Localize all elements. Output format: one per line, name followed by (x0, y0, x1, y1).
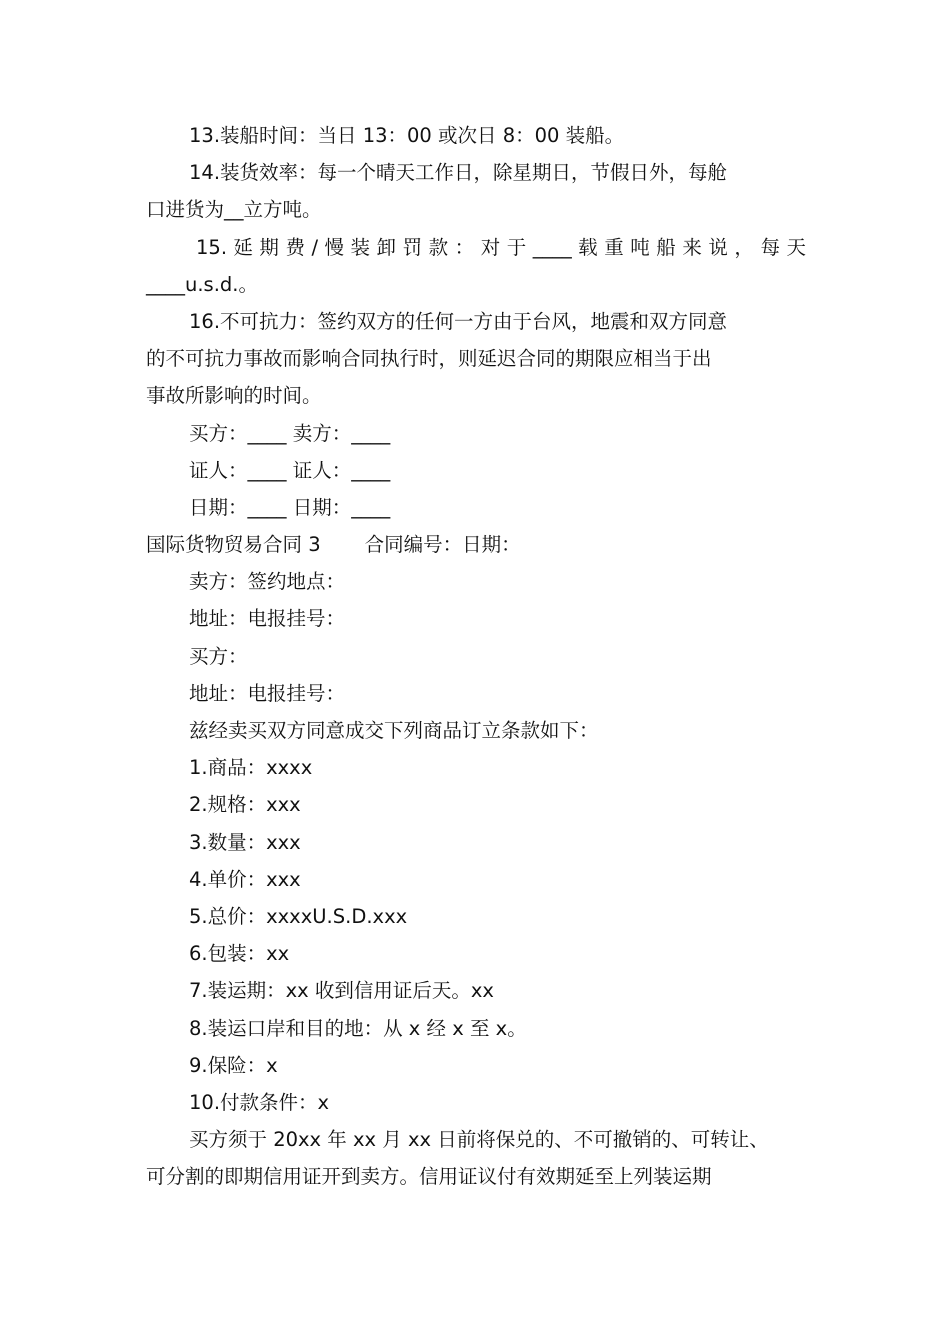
text-line: 13.装船时间：当日 13：00 或次日 8：00 装船。 (189, 124, 625, 147)
text-line: 事故所影响的时间。 (146, 384, 322, 408)
signature-line: 证人：____ 证人：____ (189, 458, 391, 482)
clause-item: 10.付款条件：x (189, 1090, 330, 1114)
text-line: 15. 延 期 费 / 慢 装 卸 罚 款 ： 对 于 ____ 载 重 吨 船 来 说 ， 每 天 (196, 235, 806, 259)
clause-item: 5.总价：xxxxU.S.D.xxx (189, 904, 408, 928)
clause-item: 9.保险：x (189, 1053, 278, 1077)
clause-item: 2.规格：xxx (189, 793, 301, 817)
text-line: 地址：电报挂号： (189, 681, 346, 705)
text-line: 口进货为__立方吨。 (146, 198, 322, 222)
clause-item: 8.装运口岸和目的地：从 x 经 x 至 x。 (189, 1016, 527, 1040)
clause-item: 4.单价：xxx (189, 867, 301, 891)
contract-number-date: 合同编号：日期： (364, 533, 521, 557)
text-line: 兹经卖买双方同意成交下列商品订立条款如下： (189, 719, 599, 742)
text-line: 卖方：签约地点： (189, 570, 346, 594)
clause-item: 7.装运期：xx 收到信用证后天。xx (189, 979, 494, 1003)
text-line: 的不可抗力事故而影响合同执行时，则延迟合同的期限应相当于出 (146, 347, 712, 371)
contract-heading (146, 526, 806, 563)
document-page (146, 117, 806, 1195)
text-line: 14.装货效率：每一个晴天工作日，除星期日，节假日外，每舱 (189, 161, 728, 185)
text-line: 16.不可抗力：签约双方的任何一方由于台风，地震和双方同意 (189, 309, 728, 333)
text-line: ____u.s.d.。 (146, 272, 258, 296)
text-line: 买方： (189, 644, 248, 668)
text-line: 地址：电报挂号： (189, 607, 346, 631)
text-line: 可分割的即期信用证开到卖方。信用证议付有效期延至上列装运期 (146, 1165, 712, 1189)
clause-item: 1.商品：xxxx (189, 756, 313, 780)
contract-title: 国际货物贸易合同 3 (146, 533, 321, 557)
clause-item: 6.包装：xx (189, 942, 290, 966)
signature-line: 买方：____ 卖方：____ (189, 421, 391, 445)
signature-line: 日期：____ 日期：____ (189, 495, 391, 519)
clause-item: 3.数量：xxx (189, 830, 301, 854)
text-line: 买方须于 20xx 年 xx 月 xx 日前将保兑的、不可撤销的、可转让、 (189, 1128, 769, 1152)
